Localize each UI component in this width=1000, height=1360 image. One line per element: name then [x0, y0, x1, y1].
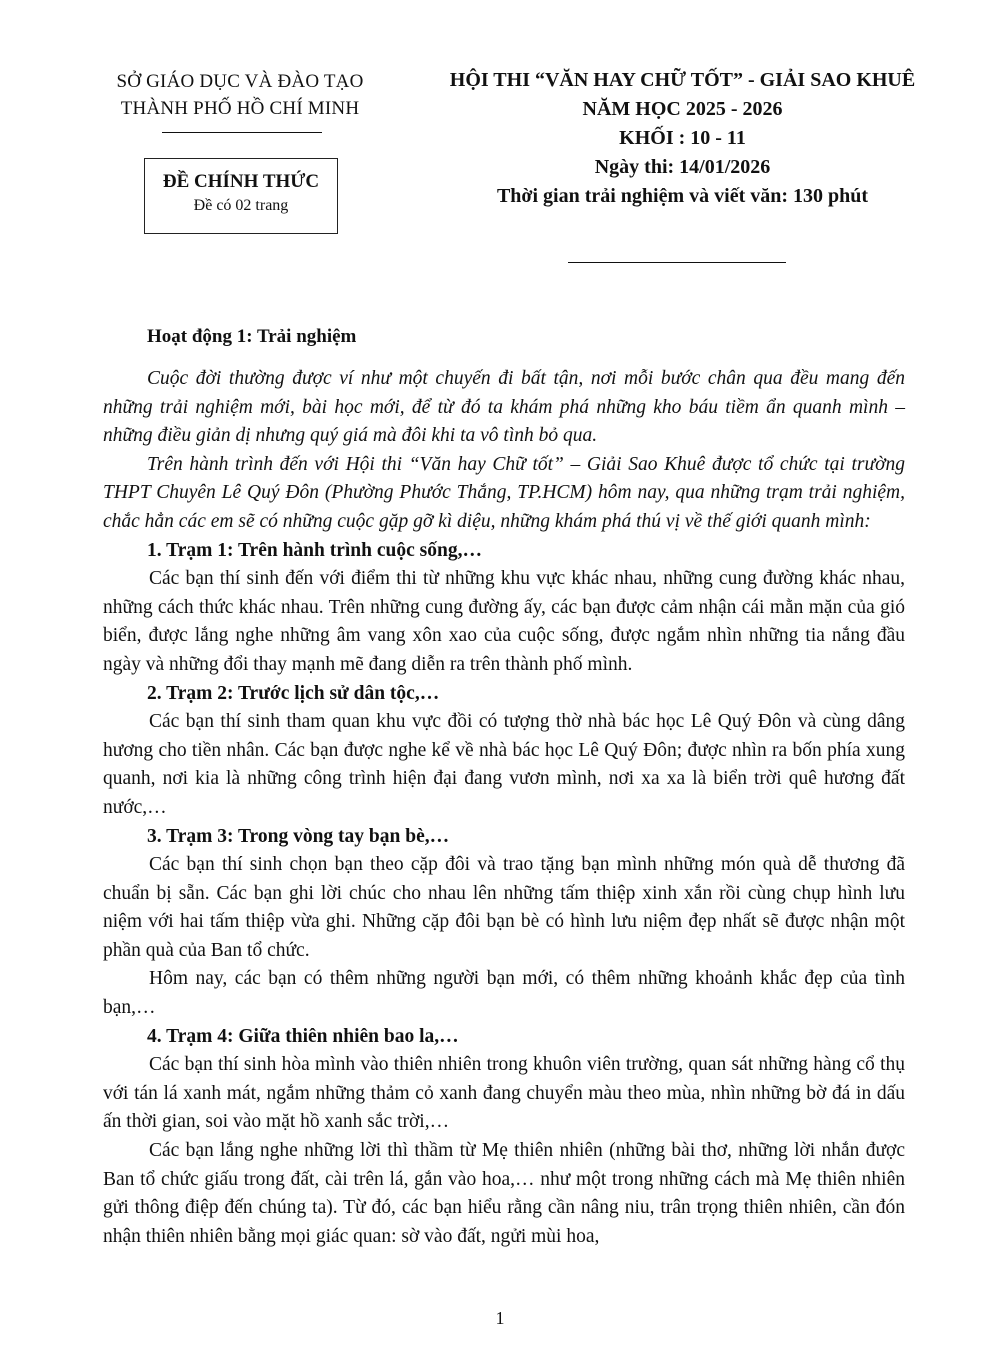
- header-divider-right: [568, 262, 786, 263]
- official-exam-box: [144, 158, 338, 234]
- school-year: NĂM HỌC 2025 - 2026: [582, 98, 783, 120]
- station-2-paragraph: Các bạn thí sinh tham quan khu vực đồi có tượng thờ nhà bác học Lê Quý Đôn và cùng dâng hương cho tiền nhân. Các bạn được nghe kể về nhà bác học Lê Quý Đôn; được nhìn ra bốn phía xung quanh, nơi kia là những công trình hiện đại đang vươn mình, nơi xa xa là biển trời quê hương đất nước,…: [103, 711, 905, 818]
- station-1-paragraph: Các bạn thí sinh đến với điểm thi từ những khu vực khác nhau, những cung đường khác nhau, những cách thức khác nhau. Trên những cung đường ấy, các bạn được cảm nhận cái mằn mặn của gió biển, được lắng nghe những âm vang xôn xao của cuộc sống, được ngắm nhìn những tia nắng đầu ngày và những đổi thay mạnh mẽ đang diễn ra trên thành phố mình.: [103, 568, 905, 675]
- exam-date: Ngày thi: 14/01/2026: [594, 156, 771, 178]
- document-body: [103, 365, 905, 1251]
- station-3-paragraph-2: Hôm nay, các bạn có thêm những người bạn mới, có thêm những khoảnh khắc đẹp của tình bạn,…: [103, 968, 905, 1019]
- org-line-2: THÀNH PHỐ HỒ CHÍ MINH: [120, 98, 360, 119]
- activity-label: Hoạt động 1: [147, 326, 247, 347]
- station-4-paragraph-1: Các bạn thí sinh hòa mình vào thiên nhiên trong khuôn viên trường, quan sát những hàng cổ thụ với tán lá xanh mát, ngắm những thảm cỏ xanh đang chuyển màu theo mùa, nhìn những bờ đá in dấu ấn thời gian, soi vào mặt hồ xanh sắc trời,…: [103, 1054, 905, 1133]
- intro-paragraph-1: Cuộc đời thường được ví như một chuyến đi bất tận, nơi mỗi bước chân qua đều mang đến những trải nghiệm mới, bài học mới, để từ đó ta khám phá những kho báu tiềm ẩn quanh mình – những điều giản dị nhưng quý giá mà đôi khi ta vô tình bỏ qua.: [103, 368, 905, 447]
- contest-header: [410, 66, 955, 211]
- activity-heading: [147, 326, 356, 348]
- station-4-paragraph-2: Các bạn lắng nghe những lời thì thầm từ Mẹ thiên nhiên (những bài thơ, những lời nhắn được Ban tổ chức giấu trong đất, cài trên lá, gắn vào hoa,… như một trong những cách mà Mẹ thiên nhiên gửi thông điệp đến chúng ta). Từ đó, các bạn hiểu rằng cần nâng niu, trân trọng thiên nhiên, cần đón nhận thiên nhiên bằng mọi giác quan: sờ vào đất, ngửi mùi hoa,: [103, 1140, 905, 1247]
- station-3-heading: 3. Trạm 3: Trong vòng tay bạn bè,…: [147, 825, 450, 847]
- station-1-heading: 1. Trạm 1: Trên hành trình cuộc sống,…: [147, 539, 482, 561]
- station-4-heading: 4. Trạm 4: Giữa thiên nhiên bao la,…: [147, 1025, 459, 1047]
- intro-paragraph-2: Trên hành trình đến với Hội thi “Văn hay Chữ tốt” – Giải Sao Khuê được tổ chức tại trường THPT Chuyên Lê Quý Đôn (Phường Phước Thắng, TP.HCM) hôm nay, qua những trạm trải nghiệm, chắc hẳn các em sẽ có những cuộc gặp gỡ kì diệu, những khám phá thú vị về thế giới quanh mình:: [103, 453, 905, 532]
- official-exam-title: ĐỀ CHÍNH THỨC: [162, 171, 320, 192]
- exam-duration: Thời gian trải nghiệm và viết văn: 130 phút: [496, 185, 869, 207]
- station-2-heading: 2. Trạm 2: Trước lịch sử dân tộc,…: [147, 682, 440, 704]
- activity-name: : Trải nghiệm: [246, 326, 357, 347]
- grade-level: KHỐI : 10 - 11: [619, 127, 746, 149]
- issuing-organization: [80, 68, 400, 122]
- page-number: 1: [495, 1308, 505, 1328]
- org-line-1: SỞ GIÁO DỤC VÀ ĐÀO TẠO: [116, 71, 364, 92]
- page-count-note: Đề có 02 trang: [193, 197, 289, 214]
- header-divider-left: [162, 132, 322, 133]
- station-3-paragraph-1: Các bạn thí sinh chọn bạn theo cặp đôi và trao tặng bạn mình những món quà dễ thương đã chuẩn bị sẵn. Các bạn ghi lời chúc cho nhau lên những tấm thiệp xinh xắn rồi cùng chụp hình lưu niệm với hai tấm thiệp vừa ghi. Những cặp đôi bạn bè có hình lưu niệm đẹp nhất sẽ được nhận một phần quà của Ban tổ chức.: [103, 854, 905, 961]
- contest-title: HỘI THI “VĂN HAY CHỮ TỐT” - GIẢI SAO KHUÊ: [449, 69, 916, 91]
